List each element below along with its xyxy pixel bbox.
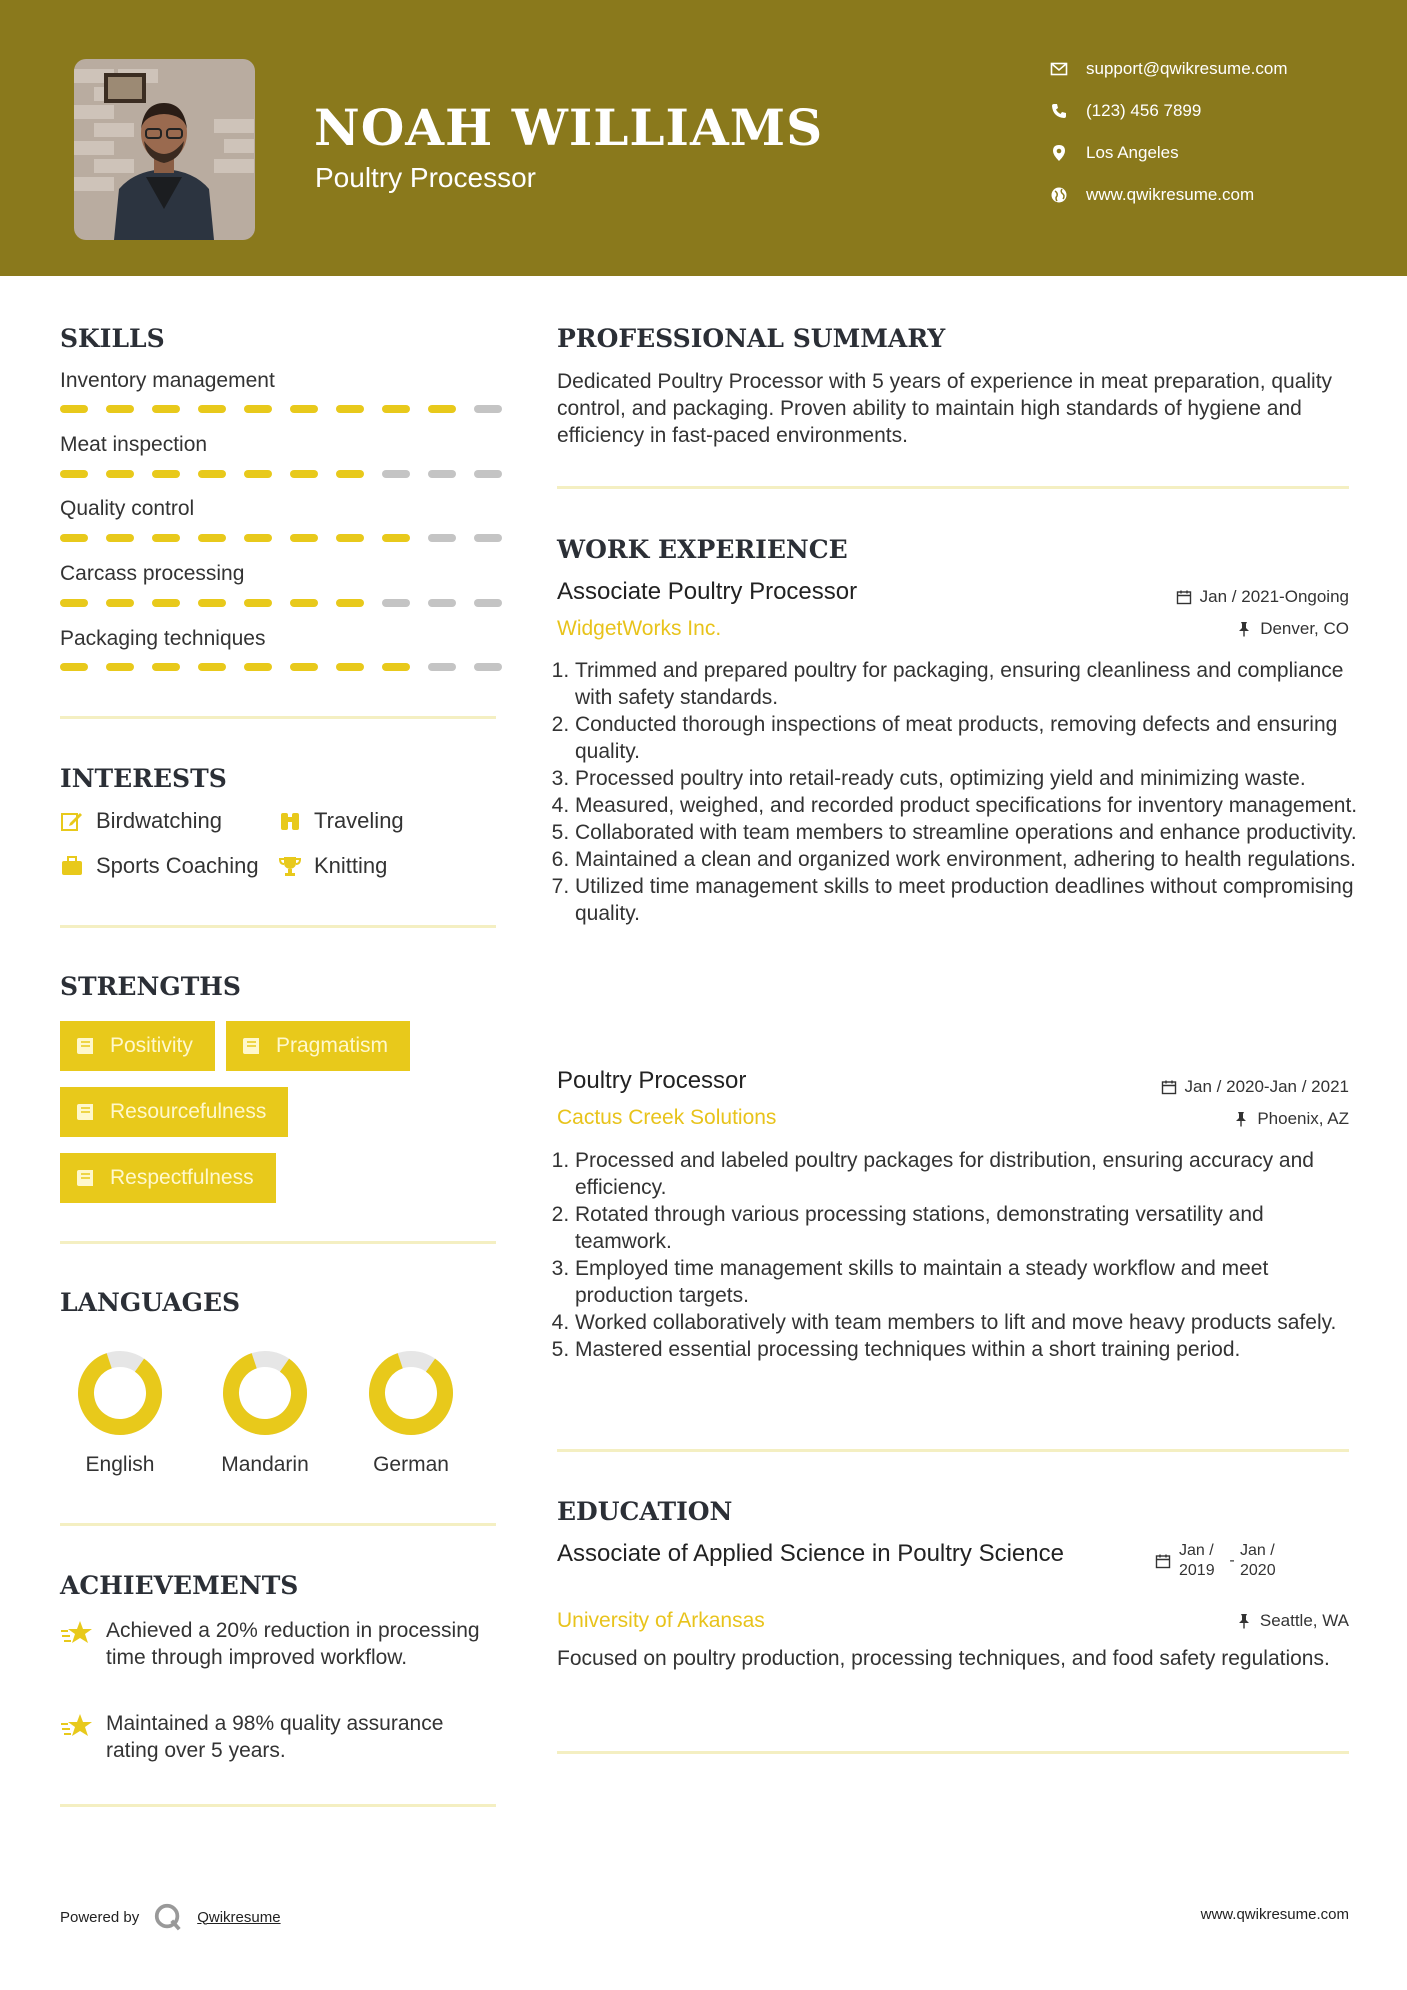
pushpin-icon xyxy=(1236,1613,1252,1629)
skills-title: SKILLS xyxy=(60,324,165,353)
date-separator: - xyxy=(1229,1552,1235,1569)
skill-dot-filled xyxy=(198,663,226,671)
edit-icon xyxy=(60,809,84,833)
skill-dot-filled xyxy=(336,470,364,478)
pushpin-icon xyxy=(1233,1111,1249,1127)
interest-item: Knitting xyxy=(278,853,387,879)
profile-photo xyxy=(74,59,255,240)
calendar-icon xyxy=(1161,1079,1177,1095)
education-end: Jan / 2020 xyxy=(1240,1542,1276,1579)
job-location: Denver, CO xyxy=(1236,619,1349,639)
duty-item: 2. Conducted thorough inspections of meat products, removing defects and ensuring quality. xyxy=(575,711,1365,765)
briefcase-icon xyxy=(60,854,84,878)
skill-dot-filled xyxy=(152,470,180,478)
skill-dot-filled xyxy=(336,663,364,671)
skill-rating xyxy=(60,534,520,542)
skill-label: Inventory management xyxy=(60,369,275,392)
skill-dot-empty xyxy=(428,534,456,542)
duty-item: 1. Processed and labeled poultry packages for distribution, ensuring accuracy and efficiency. xyxy=(575,1147,1365,1201)
skill-dot-filled xyxy=(382,663,410,671)
school-name: University of Arkansas xyxy=(557,1609,765,1632)
skill-dot-filled xyxy=(152,405,180,413)
strength-badge: Pragmatism xyxy=(226,1021,410,1071)
skill-label: Quality control xyxy=(60,497,195,520)
duty-item: 2. Rotated through various processing stations, demonstrating versatility and teamwork. xyxy=(575,1201,1365,1255)
interests-title: INTERESTS xyxy=(60,764,227,793)
interest-item: Sports Coaching xyxy=(60,853,259,879)
skill-dot-filled xyxy=(290,663,318,671)
footer-website[interactable]: www.qwikresume.com xyxy=(1200,1906,1349,1923)
skill-dot-empty xyxy=(474,470,502,478)
job-dates: Jan / 2020-Jan / 2021 xyxy=(1161,1077,1349,1097)
skill-dot-filled xyxy=(336,405,364,413)
section-divider xyxy=(557,1449,1349,1452)
shooting-star-icon xyxy=(60,1619,94,1647)
contact-location-text: Los Angeles xyxy=(1086,143,1179,162)
section-divider xyxy=(60,716,496,719)
skill-dot-filled xyxy=(244,470,272,478)
phone-icon xyxy=(1050,102,1068,120)
duty-item: 4. Measured, weighed, and recorded product specifications for inventory management. xyxy=(575,792,1365,819)
section-divider xyxy=(60,925,496,928)
skill-dot-filled xyxy=(106,534,134,542)
skill-rating xyxy=(60,599,520,607)
skill-dot-filled xyxy=(60,599,88,607)
skill-dot-filled xyxy=(152,534,180,542)
strength-badge: Resourcefulness xyxy=(60,1087,288,1137)
job-dates: Jan / 2021-Ongoing xyxy=(1176,587,1349,607)
skill-rating xyxy=(60,405,520,413)
strength-badge: Respectfulness xyxy=(60,1153,276,1203)
skill-dot-filled xyxy=(60,534,88,542)
skill-dot-filled xyxy=(60,470,88,478)
company-name: WidgetWorks Inc. xyxy=(557,617,722,640)
achievements-title: ACHIEVEMENTS xyxy=(60,1571,299,1600)
strengths-title: STRENGTHS xyxy=(60,972,241,1001)
strength-badge: Positivity xyxy=(60,1021,215,1071)
skill-dot-empty xyxy=(428,599,456,607)
skill-dot-filled xyxy=(382,534,410,542)
map-marker-icon xyxy=(1050,144,1068,162)
skill-dot-filled xyxy=(290,534,318,542)
book-icon xyxy=(74,1166,98,1190)
interest-item: Traveling xyxy=(278,808,404,834)
skill-dot-filled xyxy=(244,534,272,542)
education-start: Jan / 2019 xyxy=(1179,1542,1215,1579)
skill-label: Carcass processing xyxy=(60,562,245,585)
section-divider xyxy=(60,1241,496,1244)
skill-dot-filled xyxy=(290,599,318,607)
skill-dot-filled xyxy=(382,405,410,413)
duty-item: 7. Utilized time management skills to meet production deadlines without compromising quality. xyxy=(575,873,1365,927)
skill-dot-filled xyxy=(60,405,88,413)
degree-title: Associate of Applied Science in Poultry Science xyxy=(557,1540,1064,1567)
skill-dot-filled xyxy=(244,663,272,671)
section-divider xyxy=(557,1751,1349,1754)
skill-dot-filled xyxy=(106,663,134,671)
duty-item: 3. Processed poultry into retail-ready cuts, optimizing yield and minimizing waste. xyxy=(575,765,1365,792)
skill-dot-filled xyxy=(106,405,134,413)
skill-dot-filled xyxy=(336,534,364,542)
book-icon xyxy=(240,1034,264,1058)
skill-dot-empty xyxy=(428,470,456,478)
book-icon xyxy=(74,1100,98,1124)
job-title: Associate Poultry Processor xyxy=(557,578,858,605)
language-label: Mandarin xyxy=(221,1453,309,1476)
skill-dot-empty xyxy=(382,599,410,607)
calendar-icon xyxy=(1176,589,1192,605)
achievement-item: Achieved a 20% reduction in processing time through improved workflow. xyxy=(60,1617,500,1671)
contact-phone-text: (123) 456 7899 xyxy=(1086,101,1202,120)
skill-dot-filled xyxy=(428,405,456,413)
education-title: EDUCATION xyxy=(557,1497,733,1526)
achievement-item: Maintained a 98% quality assurance rating over 5 years. xyxy=(60,1710,500,1764)
envelope-icon xyxy=(1050,60,1068,78)
contact-website[interactable] xyxy=(1050,185,1254,205)
skill-dot-filled xyxy=(290,405,318,413)
interest-item: Birdwatching xyxy=(60,808,222,834)
binoculars-icon xyxy=(278,809,302,833)
powered-by-label: Powered by xyxy=(60,1908,140,1926)
summary-text: Dedicated Poultry Processor with 5 years of experience in meat preparation, quality control, and packaging. Proven ability to maintain high standards of hygiene and efficiency in fast-paced environments. xyxy=(557,370,1333,447)
skill-dot-filled xyxy=(336,599,364,607)
skill-dot-filled xyxy=(152,663,180,671)
skill-dot-filled xyxy=(198,534,226,542)
duty-item: 6. Maintained a clean and organized work environment, adhering to health regulations. xyxy=(575,846,1365,873)
skill-label: Meat inspection xyxy=(60,433,208,456)
skill-dot-empty xyxy=(474,663,502,671)
job-duties xyxy=(557,657,1365,927)
education-dates xyxy=(1155,1541,1285,1581)
duty-item: 5. Mastered essential processing techniques within a short training period. xyxy=(575,1336,1365,1363)
skill-dot-filled xyxy=(198,470,226,478)
resume-header xyxy=(0,0,1407,276)
skill-dot-filled xyxy=(106,599,134,607)
skill-dot-filled xyxy=(60,663,88,671)
candidate-role: Poultry Processor xyxy=(315,162,536,193)
duty-item: 1. Trimmed and prepared poultry for packaging, ensuring cleanliness and compliance with safety standards. xyxy=(575,657,1365,711)
summary-title: PROFESSIONAL SUMMARY xyxy=(557,324,946,353)
pushpin-icon xyxy=(1236,621,1252,637)
trophy-icon xyxy=(278,854,302,878)
company-name: Cactus Creek Solutions xyxy=(557,1106,777,1129)
brand-link[interactable]: Qwikresume xyxy=(197,1908,281,1926)
shooting-star-icon xyxy=(60,1712,94,1740)
duty-item: 5. Collaborated with team members to streamline operations and enhance productivity. xyxy=(575,819,1365,846)
education-location: Seattle, WA xyxy=(1236,1611,1349,1631)
skill-dot-filled xyxy=(198,599,226,607)
language-ring xyxy=(365,1347,457,1439)
skill-dot-empty xyxy=(382,470,410,478)
skill-dot-filled xyxy=(106,470,134,478)
language-label: German xyxy=(373,1453,449,1476)
language-label: English xyxy=(85,1453,155,1476)
powered-by xyxy=(60,1902,281,1932)
qwikresume-logo-icon xyxy=(153,1902,183,1932)
section-divider xyxy=(60,1804,496,1807)
language-ring xyxy=(219,1347,311,1439)
job-location: Phoenix, AZ xyxy=(1233,1109,1349,1129)
skill-dot-empty xyxy=(428,663,456,671)
language-ring xyxy=(74,1347,166,1439)
contact-location xyxy=(1050,143,1179,163)
candidate-name: NOAH WILLIAMS xyxy=(314,98,824,157)
book-icon xyxy=(74,1034,98,1058)
skill-dot-filled xyxy=(198,405,226,413)
duty-item: 4. Worked collaboratively with team members to lift and move heavy products safely. xyxy=(575,1309,1365,1336)
skill-dot-filled xyxy=(244,405,272,413)
skill-dot-empty xyxy=(474,599,502,607)
contact-website-text: www.qwikresume.com xyxy=(1086,185,1255,204)
job-title: Poultry Processor xyxy=(557,1067,747,1094)
job-duties xyxy=(557,1147,1365,1363)
skill-dot-empty xyxy=(474,534,502,542)
languages-title: LANGUAGES xyxy=(60,1288,241,1317)
education-description: Focused on poultry production, processing techniques, and food safety regulations. xyxy=(557,1647,1330,1670)
globe-icon xyxy=(1050,186,1068,204)
skill-dot-filled xyxy=(244,599,272,607)
experience-title: WORK EXPERIENCE xyxy=(557,535,848,564)
skill-label: Packaging techniques xyxy=(60,627,266,650)
section-divider xyxy=(60,1523,496,1526)
skill-dot-filled xyxy=(152,599,180,607)
contact-phone[interactable] xyxy=(1050,101,1201,121)
section-divider xyxy=(557,486,1349,489)
skill-rating xyxy=(60,663,520,671)
skill-dot-filled xyxy=(290,470,318,478)
contact-email[interactable] xyxy=(1050,59,1288,79)
duty-item: 3. Employed time management skills to maintain a steady workflow and meet production targets. xyxy=(575,1255,1365,1309)
skill-rating xyxy=(60,470,520,478)
calendar-icon xyxy=(1155,1553,1171,1569)
skill-dot-empty xyxy=(474,405,502,413)
contact-email-text: support@qwikresume.com xyxy=(1086,59,1288,78)
